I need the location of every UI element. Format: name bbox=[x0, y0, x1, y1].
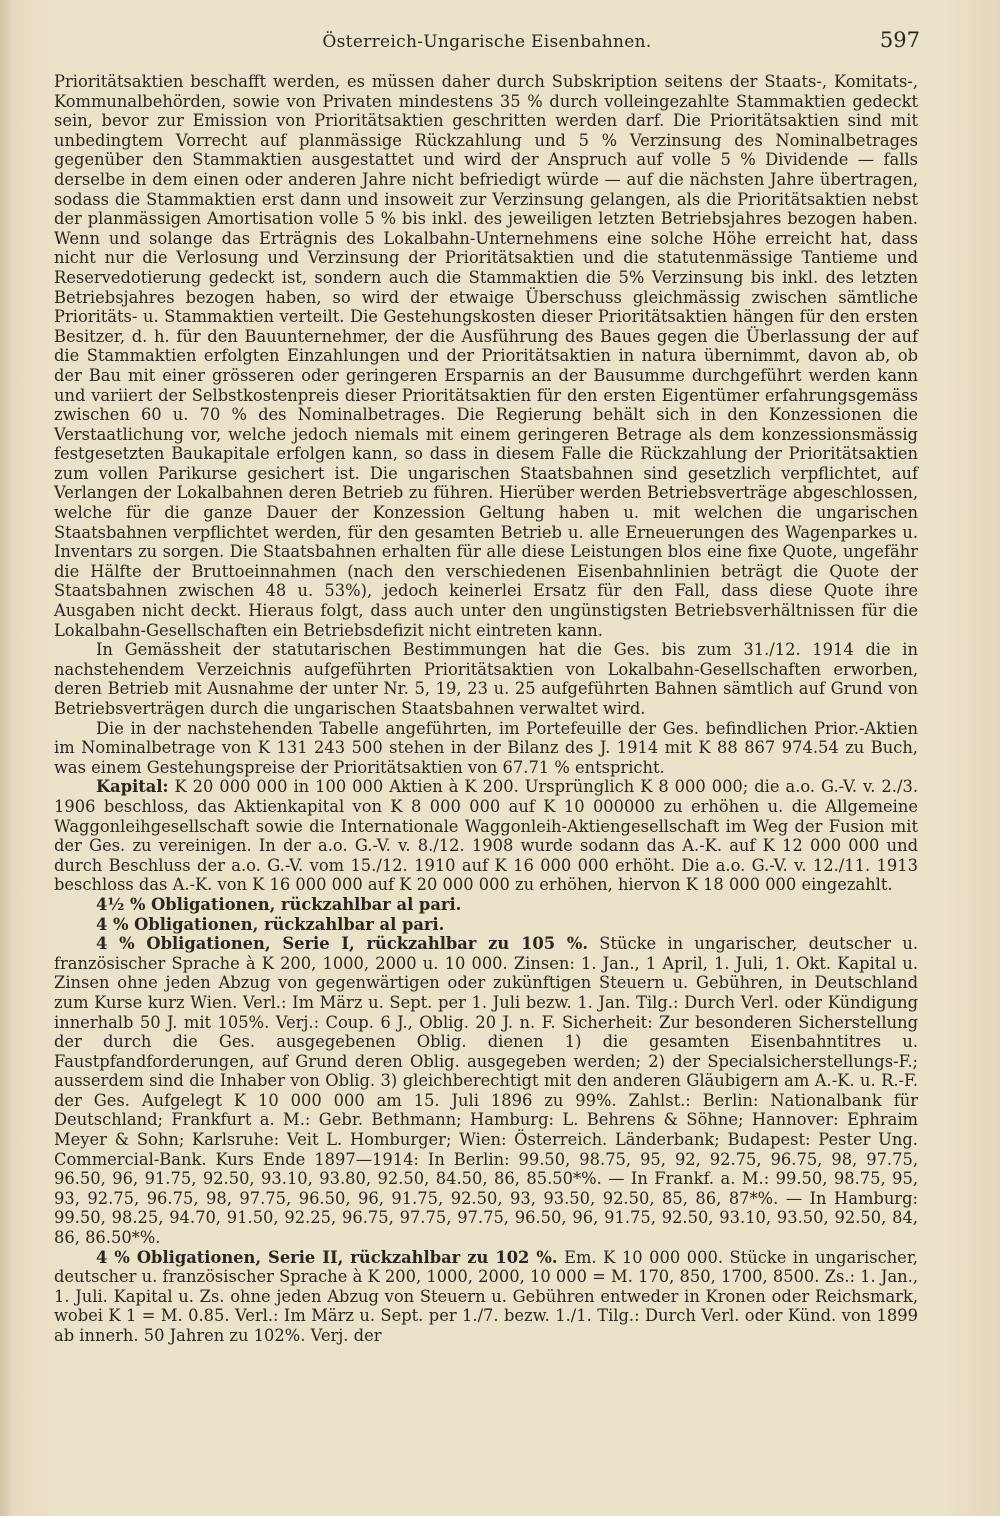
paragraph-prioritaetsaktien: Prioritätsaktien beschafft werden, es müssen daher durch Subskription seitens der Staats-, Komitats-, Kommunalbehörden, sowie von Privaten mindestens 35 % durch volleingezahlte Stammaktien gedeckt sein, bevor zur Emission von Prioritätsaktien geschritten werden darf. Die Prioritätsaktien sind mit unbedingtem Vorrecht auf planmässige Rückzahlung und 5 % Verzinsung des Nominalbetrages gegenüber den Stammaktien ausgestattet und wird der Anspruch auf volle 5 % Dividende — falls derselbe in dem einen oder anderen Jahre nicht befriedigt würde — auf die nächsten Jahre übertragen, sodass die Stammaktien erst dann und insoweit zur Verzinsung gelangen, als die Prioritätsaktien nebst der planmässigen Amortisation volle 5 % bis inkl. des jeweiligen letzten Betriebsjahres bezogen haben. Wenn und solange das Erträgnis des Lokalbahn-Unternehmens eine solche Höhe erreicht hat, dass nicht nur die Verlosung und Verzinsung der Prioritätsaktien und die statutenmässige Tantieme und Reservedotierung gedeckt ist, sondern auch die Stammaktien die 5% Verzinsung bis inkl. des letzten Betriebsjahres bezogen haben, so wird der etwaige Überschuss gleichmässig zwischen sämtliche Prioritäts- u. Stammaktien verteilt. Die Gestehungskosten dieser Prioritätsaktien hängen für den ersten Besitzer, d. h. für den Bauunternehmer, der die Ausführung des Baues gegen die Überlassung der auf die Stammaktien erfolgten Einzahlungen und der Prioritätsaktien in natura übernimmt, davon ab, ob der Bau mit einer grösseren oder geringeren Ersparnis an der Bausumme durchgeführt werden kann und variiert der Selbstkostenpreis dieser Prioritätsaktien für den ersten Eigentümer erfahrungsgemäss zwischen 60 u. 70 % des Nominalbetrages. Die Regierung behält sich in den Konzessionen die Verstaatlichung vor, welche jedoch niemals mit einem geringeren Betrage als dem konzessionsmässig festgesetzten Baukapitale erfolgen kann, so dass in diesem Falle die Rückzahlung der Prioritätsaktien zum vollen Parikurse gesichert ist. Die ungarischen Staatsbahnen sind gesetzlich verpflichtet, auf Verlangen der Lokalbahnen deren Betrieb zu führen. Hierüber werden Betriebsverträge abgeschlossen, welche für die ganze Dauer der Konzession Geltung haben u. mit welchen die ungarischen Staatsbahnen verpflichtet werden, für den gesamten Betrieb u. alle Erneuerungen des Wagenparkes u. Inventars zu sorgen. Die Staatsbahnen erhalten für alle diese Leistungen blos eine fixe Quote, ungefähr die Hälfte der Bruttoeinnahmen (nach den verschiedenen Eisenbahnlinien beträgt die Quote der Staatsbahnen zwischen 48 u. 53%), jedoch keinerlei Ersatz für den Fall, dass diese Quote ihre Ausgaben nicht deckt. Hieraus folgt, dass auch unter den ungünstigsten Betriebsverhältnissen für die Lokalbahn-Gesellschaften ein Betriebsdefizit nicht eintreten kann. bbox=[54, 72, 918, 640]
paragraph-erwerb: In Gemässheit der statutarischen Bestimmungen hat die Ges. bis zum 31./12. 1914 die in nachstehendem Verzeichnis aufgeführten Prioritätsaktien von Lokalbahn-Gesellschaften erworben, deren Betrieb mit Ausnahme der unter Nr. 5, 19, 23 u. 25 aufgeführten Bahnen sämtlich auf Grund von Betriebsverträgen durch die ungarischen Staatsbahnen verwaltet wird. bbox=[54, 640, 918, 718]
kapital-text: K 20 000 000 in 100 000 Aktien à K 200. Ursprünglich K 8 000 000; die a.o. G.-V. v. 2./3. 1906 beschloss, das Aktienkapital von K 8 000 000 auf K 10 000000 zu erhöhen u. die Allgemeine Waggonleihgesellschaft sowie die Internationale Waggonleih-Aktiengesellschaft im Weg der Fusion mit der Ges. zu vereinigen. In der a.o. G.-V. v. 8./12. 1908 wurde sodann das A.-K. auf K 12 000 000 und durch Beschluss der a.o. G.-V. vom 15./12. 1910 auf K 16 000 000 erhöht. Die a.o. G.-V. v. 12./11. 1913 beschloss das A.-K. von K 16 000 000 auf K 20 000 000 zu erhöhen, hiervon K 18 000 000 eingezahlt. bbox=[54, 777, 918, 895]
page-number: 597 bbox=[879, 28, 920, 52]
paragraph-portefeuille: Die in der nachstehenden Tabelle angeführten, im Portefeuille der Ges. befindlichen Prior.-Aktien im Nominalbetrage von K 131 243 500 stehen in der Bilanz des J. 1914 mit K 88 867 974.54 zu Buch, was einem Gestehungspreise der Prioritätsaktien von 67.71 % entspricht. bbox=[54, 718, 918, 777]
page-header bbox=[54, 26, 920, 56]
paragraph-kapital bbox=[54, 777, 918, 895]
serie-2-text: Em. K 10 000 000. Stücke in ungarischer, deutscher u. französischer Sprache à K 200, 1000, 2000, 10 000 = M. 170, 850, 1700, 8500. Zs.: 1. Jan., 1. Juli. Kapital u. Zs. ohne jeden Abzug von Steuern u. Gebühren entweder in Kronen oder Reichsmark, wobei K 1 = M. 0.85. Verl.: Im März u. Sept. per 1./7. bezw. 1./1. Tilg.: Durch Verl. oder Künd. von 1899 ab innerh. 50 Jahren zu 102%. Verj. der bbox=[54, 1247, 918, 1345]
running-head: Österreich-Ungarische Eisenbahnen. bbox=[322, 32, 652, 52]
paragraph-serie-2 bbox=[54, 1248, 918, 1346]
serie-2-lead: 4 % Obligationen, Serie II, rückzahlbar zu 102 %. bbox=[96, 1247, 558, 1267]
heading-obligationen-4: 4 % Obligationen, rückzahlbar al pari. bbox=[96, 914, 445, 934]
heading-obligationen-4-5: 4½ % Obligationen, rückzahlbar al pari. bbox=[96, 894, 462, 914]
serie-1-text: Stücke in ungarischer, deutscher u. französischer Sprache à K 200, 1000, 2000 u. 10 000. Zinsen: 1. Jan., 1 April, 1. Juli, 1. Okt. Kapital u. Zinsen ohne jeden Abzug von gegenwärtigen oder zukünftigen Steuern u. Gebühren, in Deutschland zum Kurse kurz Wien. Verl.: Im März u. Sept. per 1. Juli bezw. 1. Jan. Tilg.: Durch Verl. oder Kündigung innerhalb 50 J. mit 105%. Verj.: Coup. 6 J., Oblig. 20 J. n. F. Sicherheit: Zur besonderen Sicherstellung der durch die Ges. ausgegebenen Oblig. dienen 1) die gesamten Eisenbahntitres u. Faustpfandforderungen, auf Grund deren Oblig. ausgegeben werden; 2) der Specialsicherstellungs-F.; ausserdem sind die Inhaber von Oblig. 3) gleichberechtigt mit den anderen Gläubigern am A.-K. u. R.-F. der Ges. Aufgelegt K 10 000 000 am 15. Juli 1896 zu 99%. Zahlst.: Berlin: Nationalbank für Deutschland; Frankfurt a. M.: Gebr. Bethmann; Hamburg: L. Behrens & Söhne; Hannover: Ephraim Meyer & Sohn; Karlsruhe: Veit L. Homburger; Wien: Österreich. Länderbank; Budapest: Pester Ung. Commercial-Bank. Kurs Ende 1897—1914: In Berlin: 99.50, 98.75, 95, 92, 92.75, 96.75, 98, 97.75, 96.50, 96, 91.75, 92.50, 93.10, 93.80, 92.50, 84.50, 86, 85.50*%. — In Frankf. a. M.: 99.50, 98.75, 95, 93, 92.75, 96.75, 98, 97.75, 96.50, 96, 91.75, 92.50, 93, 93.50, 92.50, 85, 86, 87*%. — In Hamburg: 99.50, 98.25, 94.70, 91.50, 92.25, 96.75, 97.75, 97.75, 96.50, 96, 91.75, 92.50, 93.10, 93.50, 92.50, 84, 86, 86.50*%. bbox=[54, 934, 918, 1248]
body-text bbox=[54, 72, 918, 1346]
kapital-lead: Kapital: bbox=[96, 777, 169, 797]
serie-1-lead: 4 % Obligationen, Serie I, rückzahlbar zu 105 %. bbox=[96, 934, 588, 954]
paragraph-serie-1 bbox=[54, 934, 918, 1248]
